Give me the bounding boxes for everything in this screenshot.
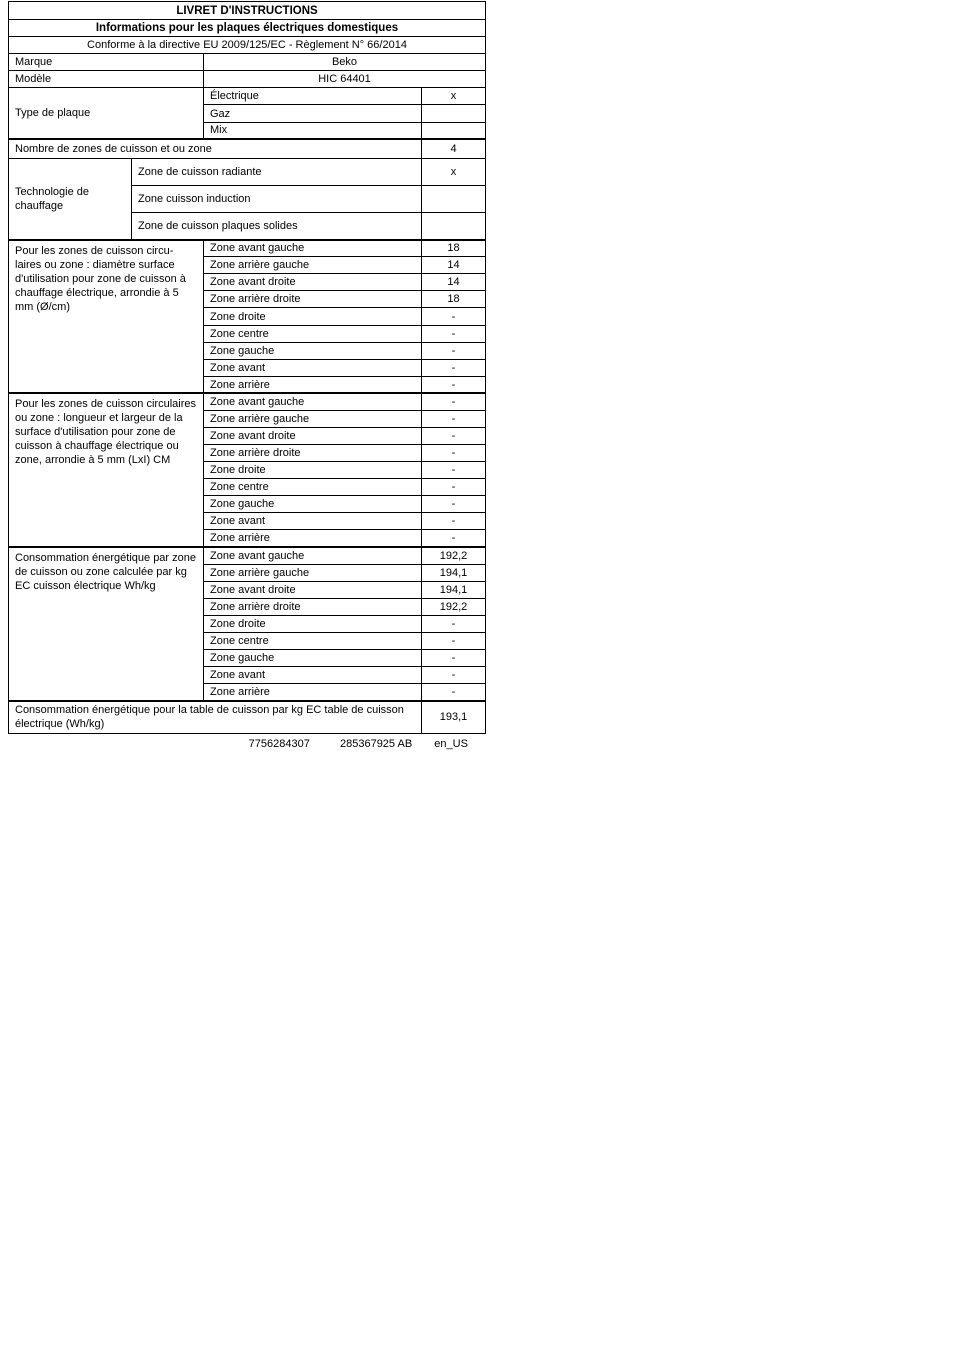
diameter-label: Pour les zones de cuisson circu-laires ou zone : diamètre surface d'utilisation pour zone de cuisson à chauffage électrique, arrondie à 5 mm (Ø/cm)	[9, 240, 204, 394]
diameter-value: -	[422, 342, 486, 359]
plate-type-option: Gaz	[204, 105, 422, 122]
dimensions-value: -	[422, 496, 486, 513]
heating-tech-label: Technologie de chauffage	[9, 158, 132, 239]
dimensions-value: -	[422, 410, 486, 427]
consumption-value: 192,2	[422, 547, 486, 564]
dimensions-value: -	[422, 428, 486, 445]
dimensions-zone: Zone arrière droite	[204, 445, 422, 462]
dimensions-zone: Zone droite	[204, 462, 422, 479]
consumption-value: -	[422, 650, 486, 667]
diameter-value: 18	[422, 240, 486, 257]
brand-value: Beko	[204, 54, 486, 71]
consumption-label: Consommation énergétique par zone de cuisson ou zone calculée par kg EC cuisson électrique Wh/kg	[9, 547, 204, 701]
diameter-value: 14	[422, 274, 486, 291]
consumption-zone: Zone droite	[204, 615, 422, 632]
plate-type-value	[422, 122, 486, 139]
plate-type-value	[422, 105, 486, 122]
consumption-zone: Zone avant gauche	[204, 547, 422, 564]
consumption-value: -	[422, 632, 486, 649]
heating-tech-value	[422, 185, 486, 212]
dimensions-zone: Zone avant	[204, 513, 422, 530]
consumption-zone: Zone centre	[204, 632, 422, 649]
consumption-zone: Zone avant	[204, 667, 422, 684]
dimensions-value: -	[422, 530, 486, 547]
plate-type-value: x	[422, 88, 486, 105]
dimensions-value: -	[422, 479, 486, 496]
diameter-zone: Zone avant droite	[204, 274, 422, 291]
diameter-zone: Zone arrière droite	[204, 291, 422, 308]
brand-label: Marque	[9, 54, 204, 71]
consumption-value: 194,1	[422, 581, 486, 598]
directive-text: Conforme à la directive EU 2009/125/EC - Règlement N° 66/2014	[9, 37, 486, 54]
consumption-value: 192,2	[422, 598, 486, 615]
energy-info-table	[8, 1, 486, 734]
doc-title: LIVRET D'INSTRUCTIONS	[9, 2, 486, 20]
footer-codes	[8, 738, 485, 750]
diameter-value: 14	[422, 257, 486, 274]
heating-tech-option: Zone de cuisson plaques solides	[132, 213, 422, 240]
heating-tech-value: x	[422, 158, 486, 185]
dimensions-value: -	[422, 462, 486, 479]
dimensions-zone: Zone avant gauche	[204, 393, 422, 410]
zones-count-label: Nombre de zones de cuisson et ou zone	[9, 139, 422, 158]
diameter-value: -	[422, 376, 486, 393]
consumption-zone: Zone arrière gauche	[204, 564, 422, 581]
dimensions-value: -	[422, 393, 486, 410]
dimensions-value: -	[422, 513, 486, 530]
consumption-zone: Zone arrière	[204, 684, 422, 701]
dimensions-zone: Zone centre	[204, 479, 422, 496]
plate-type-label: Type de plaque	[9, 88, 204, 139]
diameter-value: -	[422, 308, 486, 325]
consumption-value: -	[422, 667, 486, 684]
model-value: HIC 64401	[204, 71, 486, 88]
diameter-value: 18	[422, 291, 486, 308]
diameter-zone: Zone avant	[204, 359, 422, 376]
dimensions-zone: Zone gauche	[204, 496, 422, 513]
consumption-value: -	[422, 684, 486, 701]
dimensions-zone: Zone avant droite	[204, 428, 422, 445]
footer-code-2: 285367925 AB	[339, 738, 413, 750]
plate-type-option: Électrique	[204, 88, 422, 105]
dimensions-value: -	[422, 445, 486, 462]
diameter-zone: Zone centre	[204, 325, 422, 342]
diameter-zone: Zone arrière gauche	[204, 257, 422, 274]
model-label: Modèle	[9, 71, 204, 88]
diameter-zone: Zone droite	[204, 308, 422, 325]
diameter-zone: Zone gauche	[204, 342, 422, 359]
consumption-zone: Zone arrière droite	[204, 598, 422, 615]
plate-type-option: Mix	[204, 122, 422, 139]
dimensions-label: Pour les zones de cuisson circulaires ou zone : longueur et largeur de la surface d'utilisation pour zone de cuisson à chauffage électrique ou zone, arrondie à 5 mm (LxI) CM	[9, 393, 204, 547]
consumption-value: 194,1	[422, 564, 486, 581]
doc-subtitle: Informations pour les plaques électriques domestiques	[9, 20, 486, 37]
diameter-zone: Zone avant gauche	[204, 240, 422, 257]
diameter-value: -	[422, 359, 486, 376]
consumption-value: -	[422, 615, 486, 632]
zones-count-value: 4	[422, 139, 486, 158]
footer-code-1: 7756284307	[248, 738, 310, 750]
heating-tech-option: Zone de cuisson radiante	[132, 158, 422, 185]
total-consumption-value: 193,1	[422, 701, 486, 734]
footer-locale: en_US	[434, 738, 468, 750]
consumption-zone: Zone avant droite	[204, 581, 422, 598]
diameter-value: -	[422, 325, 486, 342]
diameter-zone: Zone arrière	[204, 376, 422, 393]
dimensions-zone: Zone arrière	[204, 530, 422, 547]
consumption-zone: Zone gauche	[204, 650, 422, 667]
heating-tech-value	[422, 213, 486, 240]
heating-tech-option: Zone cuisson induction	[132, 185, 422, 212]
dimensions-zone: Zone arrière gauche	[204, 410, 422, 427]
total-consumption-label: Consommation énergétique pour la table de cuisson par kg EC table de cuisson électrique (Wh/kg)	[9, 701, 422, 734]
